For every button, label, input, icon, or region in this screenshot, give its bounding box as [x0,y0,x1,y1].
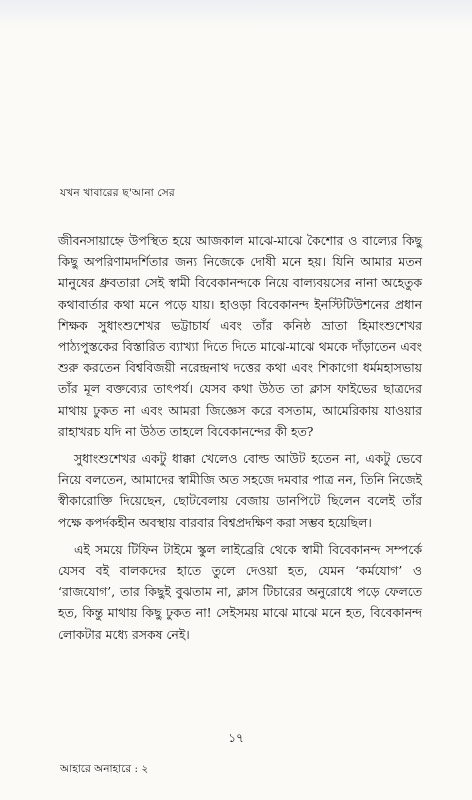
page-number: ১৭ [228,731,244,745]
paragraph-1: জীবনসায়াহ্নে উপস্থিত হয়ে আজকাল মাঝে-মাঝে কৈশোর ও বাল্যের কিছু কিছু অপরিণামদর্শিতার জন্য নিজেকে দোষী মনে হয়। যিনি আমার মতন মানুষের ধ্রুবতারা সেই স্বামী বিবেকানন্দকে নিয়ে বাল্যবয়সের নানা অহেতুক কথাবার্তার কথা মনে পড়ে যায়। হাওড়া বিবেকানন্দ ইনস্টিটিউশনের প্রধান শিক্ষক সুধাংশুশেখর ভট্টাচার্য এবং তাঁর কনিষ্ঠ ভ্রাতা হিমাংশুশেখর পাঠ্যপুস্তকের বিস্তারিত ব্যাখ্যা দিতে দিতে মাঝে-মাঝে থমকে দাঁড়াতেন এবং শুরু করতেন বিশ্ববিজয়ী নরেন্দ্রনাথ দত্তের কথা এবং শিকাগো ধর্মমহাসভায় তাঁর মূল বক্তব্যের তাৎপর্য। যেসব কথা উঠত তা ক্লাস ফাইভের ছাত্রদের মাথায় ঢুকত না এবং আমরা জিজ্ঞেস করে বসতাম, আমেরিকায় যাওয়ার রাহাখরচ যদি না উঠত তাহলে বিবেকানন্দের কী হত? [58,233,422,439]
scan-shadow [0,0,472,28]
running-head: যখন খাবারের ছ'আনা সের [60,187,175,199]
body-text [58,230,422,651]
paragraph-3: এই সময়ে টিফিন টাইমে স্কুল লাইব্রেরি থেকে স্বামী বিবেকানন্দ সম্পর্কে যেসব বই বালকদের হাতে তুলে দেওয়া হত, যেমন ‘কর্মযোগ’ ও ‘রাজযোগ’, তার কিছুই বুঝতাম না, ক্লাস টিচারের অনুরোধে পড়ে ফেলতে হত, কিন্তু মাথায় কিছু ঢুকত না! সেইসময় মাঝে মাঝে মনে হত, বিবেকানন্দ লোকটার মধ্যে রসকষ নেই। [58,541,422,642]
paragraph-2: সুধাংশুশেখর একটু ধাক্কা খেলেও বোল্ড আউট হতেন না, একটু ভেবে নিয়ে বলতেন, আমাদের স্বামীজি অত সহজে দমবার পাত্র নন, তিনি নিজেই স্বীকারোক্তি দিয়েছেন, ছোটবেলায় বেজায় ডানপিটে ছিলেন বলেই তাঁর পক্ষে কপর্দকহীন অবস্থায় বারবার বিশ্বপ্রদক্ষিণ করা সম্ভব হয়েছিল। [58,451,422,530]
running-foot: আহারে অনাহারে : ২ [60,763,149,775]
